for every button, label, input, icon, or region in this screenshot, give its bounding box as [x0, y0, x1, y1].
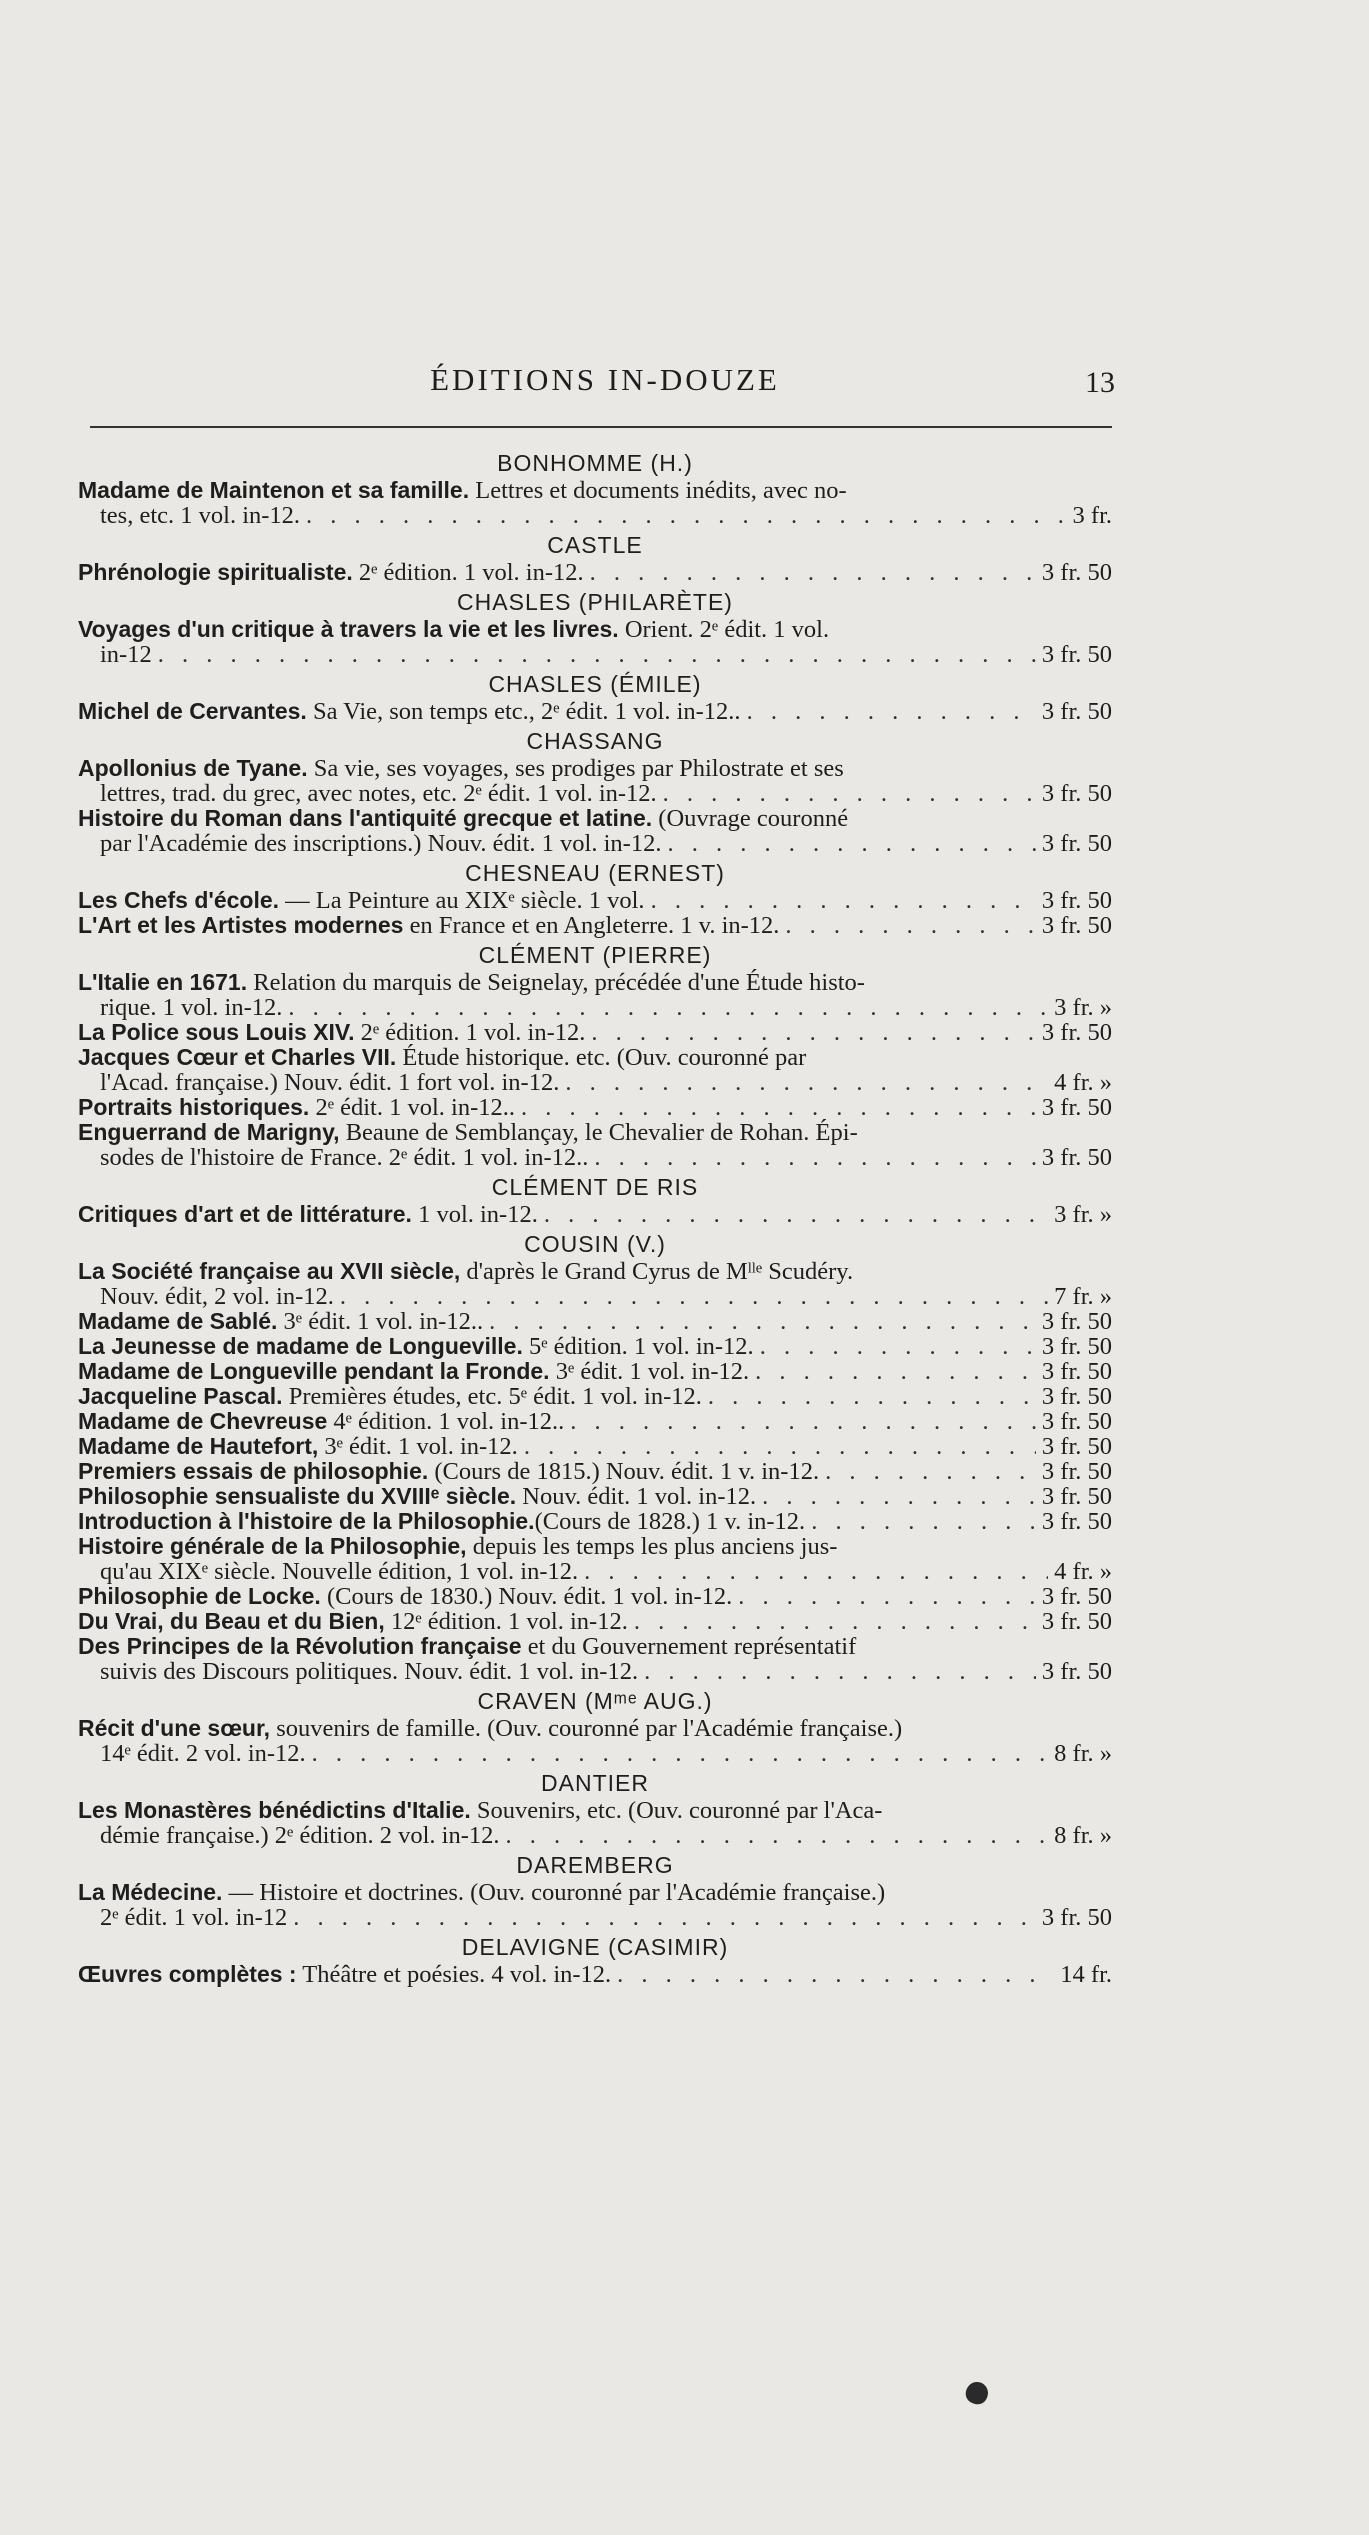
catalog-entry: [78, 970, 1112, 1020]
book-price: 8 fr. »: [1054, 1740, 1112, 1767]
book-title: Histoire du Roman dans l'antiquité grecque et latine.: [78, 805, 653, 831]
catalog-entry: [78, 1434, 1112, 1459]
catalog-entry: [78, 1584, 1112, 1609]
book-title: Introduction à l'histoire de la Philosophie.: [78, 1508, 535, 1534]
entry-text: [78, 888, 645, 913]
catalog-entry: [78, 1259, 1112, 1309]
book-description: lettres, trad. du grec, avec notes, etc. 2ᵉ édit. 1 vol. in-12.: [100, 780, 657, 807]
entry-text: [100, 1284, 334, 1309]
author-heading: BONHOMME (H.): [497, 450, 693, 476]
entry-line: [78, 1334, 1112, 1359]
catalog-entry: [78, 1459, 1112, 1484]
entry-line: [78, 1409, 1112, 1434]
entry-text: [100, 995, 282, 1020]
author-heading: CHASLES (ÉMILE): [488, 671, 702, 697]
entry-line: [78, 617, 1112, 642]
catalog-entry: [78, 699, 1112, 724]
entry-text: [100, 831, 661, 856]
catalog-entry: [78, 1716, 1112, 1766]
book-description: 1 vol. in-12.: [411, 1201, 538, 1228]
entry-text: [100, 781, 657, 806]
book-price: 3 fr. 50: [1041, 830, 1112, 857]
catalog-entry: [78, 1609, 1112, 1634]
book-price: 3 fr. 50: [1041, 912, 1112, 939]
book-price: 3 fr. 50: [1041, 1358, 1112, 1385]
book-title: La Jeunesse de madame de Longueville.: [78, 1333, 523, 1359]
entry-text: [78, 1962, 611, 1987]
book-price: 4 fr. »: [1054, 1558, 1112, 1585]
book-description: Nouv. édit, 2 vol. in-12.: [100, 1283, 334, 1310]
catalog-entry: [78, 1334, 1112, 1359]
leader-dots: [521, 1095, 1036, 1120]
book-description: Beaune de Semblançay, le Chevalier de Rohan. Épi-: [339, 1119, 858, 1146]
entry-line: [78, 1584, 1112, 1609]
book-price: 3 fr.: [1072, 502, 1112, 529]
book-description: tes, etc. 1 vol. in-12.: [100, 502, 301, 529]
entry-line: [78, 1534, 1112, 1559]
book-description: Orient. 2ᵉ édit. 1 vol.: [618, 616, 830, 643]
book-price: 3 fr. »: [1054, 1201, 1112, 1228]
book-description: 14ᵉ édit. 2 vol. in-12.: [100, 1740, 306, 1767]
author-heading: CHASLES (PHILARÈTE): [457, 589, 733, 615]
book-title: Madame de Chevreuse: [78, 1408, 328, 1434]
entry-text: [78, 1384, 702, 1409]
entry-line: [78, 560, 1112, 585]
leader-dots: [738, 1584, 1036, 1609]
entry-text: [78, 1880, 885, 1905]
entry-text: [78, 806, 848, 831]
leader-dots: [651, 888, 1036, 913]
entry-line: [78, 1609, 1112, 1634]
book-description: en France et en Angleterre. 1 v. in-12.: [403, 912, 780, 939]
entry-line: [78, 888, 1112, 913]
book-price: 3 fr. 50: [1041, 1658, 1112, 1685]
book-description: sodes de l'histoire de France. 2ᵉ édit. 1 vol. in-12..: [100, 1144, 589, 1171]
entry-text: [78, 560, 584, 585]
entry-line: [78, 1020, 1112, 1045]
book-description: 2ᵉ édit. 1 vol. in-12: [100, 1904, 288, 1931]
leader-dots: [760, 1334, 1036, 1359]
book-title: Du Vrai, du Beau et du Bien,: [78, 1608, 385, 1634]
leader-dots: [634, 1609, 1036, 1634]
book-description: qu'au XIXᵉ siècle. Nouvelle édition, 1 vol. in-12.: [100, 1558, 579, 1585]
catalog-content: [78, 446, 1112, 1987]
book-price: 3 fr. 50: [1041, 1608, 1112, 1635]
author-heading: DELAVIGNE (CASIMIR): [461, 1934, 729, 1960]
leader-dots: [644, 1659, 1036, 1684]
book-price: 4 fr. »: [1054, 1069, 1112, 1096]
catalog-entry: [78, 1798, 1112, 1848]
book-title: Madame de Longueville pendant la Fronde.: [78, 1358, 550, 1384]
book-title: Œuvres complètes :: [78, 1961, 297, 1987]
book-description: 3ᵉ édit. 1 vol. in-12.: [549, 1358, 750, 1385]
book-title: La Police sous Louis XIV.: [78, 1019, 355, 1045]
entry-text: [78, 1259, 853, 1284]
book-description: 2ᵉ édition. 1 vol. in-12.: [352, 559, 584, 586]
entry-line: [78, 1070, 1112, 1095]
book-description: Sa vie, ses voyages, ses prodiges par Philostrate et ses: [307, 755, 844, 782]
catalog-entry: [78, 806, 1112, 856]
book-title: L'Art et les Artistes modernes: [78, 912, 404, 938]
book-title: La Société française au XVII siècle,: [78, 1258, 461, 1284]
book-description: 5ᵉ édition. 1 vol. in-12.: [522, 1333, 754, 1360]
leader-dots: [565, 1070, 1048, 1095]
book-price: 3 fr. 50: [1041, 780, 1112, 807]
book-price: 3 fr. 50: [1041, 1383, 1112, 1410]
entry-text: [78, 1202, 538, 1227]
book-price: 3 fr. 50: [1041, 1904, 1112, 1931]
book-price: 3 fr. 50: [1041, 1094, 1112, 1121]
book-title: Premiers essais de philosophie.: [78, 1458, 429, 1484]
book-price: 3 fr. 50: [1041, 1508, 1112, 1535]
entry-text: [78, 1409, 564, 1434]
book-description: (Cours de 1830.) Nouv. édit. 1 vol. in-12.: [320, 1583, 733, 1610]
entry-text: [100, 642, 152, 667]
entry-line: [78, 781, 1112, 806]
entry-line: [78, 1905, 1112, 1930]
catalog-entry: [78, 1509, 1112, 1534]
entry-line: [78, 1145, 1112, 1170]
author-heading: COUSIN (V.): [524, 1231, 666, 1257]
author-heading: DANTIER: [541, 1770, 649, 1796]
entry-text: [78, 970, 865, 995]
catalog-entry: [78, 913, 1112, 938]
entry-line: [78, 831, 1112, 856]
leader-dots: [811, 1509, 1036, 1534]
book-description: 4ᵉ édition. 1 vol. in-12..: [327, 1408, 565, 1435]
entry-line: [78, 1202, 1112, 1227]
entry-text: [100, 1145, 588, 1170]
author-heading: CLÉMENT (PIERRE): [478, 942, 712, 968]
catalog-entry: [78, 1045, 1112, 1095]
book-description: suivis des Discours politiques. Nouv. édit. 1 vol. in-12.: [100, 1658, 639, 1685]
book-description: démie française.) 2ᵉ édition. 2 vol. in-12.: [100, 1822, 500, 1849]
book-description: — La Peinture au XIXᵉ siècle. 1 vol.: [279, 887, 645, 914]
book-title: Jacques Cœur et Charles VII.: [78, 1044, 397, 1070]
author-heading: DAREMBERG: [516, 1852, 674, 1878]
author-heading: CHESNEAU (ERNEST): [465, 860, 725, 886]
book-description: Sa Vie, son temps etc., 2ᵉ édit. 1 vol. in-12..: [306, 698, 741, 725]
entry-text: [78, 617, 829, 642]
entry-text: [78, 1359, 749, 1384]
book-price: 3 fr. 50: [1041, 641, 1112, 668]
book-description: Relation du marquis de Seignelay, précédée d'une Étude histo-: [247, 969, 865, 996]
leader-dots: [825, 1459, 1036, 1484]
entry-line: [78, 1434, 1112, 1459]
book-title: Les Chefs d'école.: [78, 887, 280, 913]
entry-text: [78, 1095, 515, 1120]
book-title: Histoire générale de la Philosophie,: [78, 1533, 467, 1559]
leader-dots: [590, 560, 1036, 585]
catalog-entry: [78, 560, 1112, 585]
entry-text: [78, 913, 779, 938]
book-price: 3 fr. 50: [1041, 559, 1112, 586]
entry-line: [78, 1384, 1112, 1409]
book-title: Récit d'une sœur,: [78, 1715, 271, 1741]
entry-text: [78, 1584, 732, 1609]
book-description: 2ᵉ édition. 1 vol. in-12.: [354, 1019, 586, 1046]
book-title: Phrénologie spiritualiste.: [78, 559, 353, 585]
entry-line: [78, 1509, 1112, 1534]
entry-line: [78, 1095, 1112, 1120]
book-description: 12ᵉ édition. 1 vol. in-12.: [384, 1608, 628, 1635]
leader-dots: [663, 781, 1036, 806]
catalog-entry: [78, 1309, 1112, 1334]
book-description: Premières études, etc. 5ᵉ édit. 1 vol. in-12.: [282, 1383, 702, 1410]
book-price: 3 fr. 50: [1041, 698, 1112, 725]
entry-text: [78, 1484, 756, 1509]
book-description: Nouv. édit. 1 vol. in-12.: [516, 1483, 757, 1510]
author-heading: CLÉMENT DE RIS: [491, 1174, 699, 1200]
catalog-entry: [78, 1484, 1112, 1509]
leader-dots: [506, 1823, 1049, 1848]
entry-line: [78, 1798, 1112, 1823]
entry-text: [100, 1741, 306, 1766]
book-price: 3 fr. 50: [1041, 887, 1112, 914]
book-description: 2ᵉ édit. 1 vol. in-12..: [309, 1094, 515, 1121]
book-price: 3 fr. 50: [1041, 1483, 1112, 1510]
book-title: La Médecine.: [78, 1879, 223, 1905]
leader-dots: [293, 1905, 1036, 1930]
book-title: L'Italie en 1671.: [78, 969, 248, 995]
book-title: Portraits historiques.: [78, 1094, 310, 1120]
entry-text: [78, 756, 844, 781]
entry-line: [78, 1659, 1112, 1684]
leader-dots: [747, 699, 1036, 724]
leader-dots: [570, 1409, 1036, 1434]
entry-line: [78, 478, 1112, 503]
entry-text: [78, 1309, 483, 1334]
entry-line: [78, 1823, 1112, 1848]
leader-dots: [340, 1284, 1048, 1309]
entry-line: [78, 913, 1112, 938]
entry-line: [78, 1309, 1112, 1334]
leader-dots: [158, 642, 1036, 667]
entry-text: [78, 1334, 754, 1359]
entry-text: [78, 1434, 518, 1459]
catalog-entry: [78, 1634, 1112, 1684]
entry-text: [78, 1534, 837, 1559]
leader-dots: [524, 1434, 1036, 1459]
catalog-entry: [78, 617, 1112, 667]
entry-line: [78, 1880, 1112, 1905]
book-description: par l'Académie des inscriptions.) Nouv. édit. 1 vol. in-12.: [100, 830, 662, 857]
book-description: rique. 1 vol. in-12.: [100, 994, 283, 1021]
author-heading: CRAVEN (Mᵐᵉ AUG.): [477, 1688, 713, 1714]
book-price: 7 fr. »: [1054, 1283, 1112, 1310]
book-price: 3 fr. 50: [1041, 1333, 1112, 1360]
book-description: in-12: [100, 641, 152, 668]
book-description: — Histoire et doctrines. (Ouv. couronné par l'Académie française.): [222, 1879, 886, 1906]
leader-dots: [667, 831, 1035, 856]
book-title: Madame de Sablé.: [78, 1308, 278, 1334]
book-description: souvenirs de famille. (Ouv. couronné par l'Académie française.): [270, 1715, 903, 1742]
book-description: et du Gouvernement représentatif: [521, 1633, 857, 1660]
book-description: Étude historique. etc. (Ouv. couronné par: [396, 1044, 807, 1071]
entry-line: [78, 1120, 1112, 1145]
entry-text: [100, 1823, 500, 1848]
entry-line: [78, 1962, 1112, 1987]
book-title: Enguerrand de Marigny,: [78, 1119, 340, 1145]
book-description: l'Acad. française.) Nouv. édit. 1 fort vol. in-12.: [100, 1069, 560, 1096]
catalog-entry: [78, 756, 1112, 806]
entry-line: [78, 995, 1112, 1020]
entry-line: [78, 970, 1112, 995]
entry-line: [78, 1634, 1112, 1659]
leader-dots: [312, 1741, 1048, 1766]
book-price: 3 fr. 50: [1041, 1308, 1112, 1335]
book-price: 3 fr. »: [1054, 994, 1112, 1021]
catalog-entry: [78, 1880, 1112, 1930]
book-description: Souvenirs, etc. (Ouv. couronné par l'Aca-: [470, 1797, 883, 1824]
entry-line: [78, 1359, 1112, 1384]
book-price: 3 fr. 50: [1041, 1583, 1112, 1610]
entry-line: [78, 1716, 1112, 1741]
book-description: 3ᵉ édit. 1 vol. in-12.: [318, 1433, 518, 1460]
page-header: [95, 362, 1115, 412]
book-price: 3 fr. 50: [1041, 1433, 1112, 1460]
entry-text: [100, 1070, 559, 1095]
book-title: Les Monastères bénédictins d'Italie.: [78, 1797, 471, 1823]
book-price: 3 fr. 50: [1041, 1408, 1112, 1435]
book-description: 3ᵉ édit. 1 vol. in-12..: [277, 1308, 484, 1335]
entry-text: [100, 1905, 287, 1930]
book-description: (Cours de 1828.) 1 v. in-12.: [534, 1508, 806, 1535]
catalog-entry: [78, 1962, 1112, 1987]
catalog-entry: [78, 1534, 1112, 1584]
book-title: Madame de Hautefort,: [78, 1433, 319, 1459]
catalog-entry: [78, 1359, 1112, 1384]
catalog-entry: [78, 1120, 1112, 1170]
page-number: 13: [1085, 366, 1115, 399]
header-rule: [90, 426, 1112, 428]
catalog-entry: [78, 1409, 1112, 1434]
entry-text: [78, 1609, 628, 1634]
leader-dots: [785, 913, 1035, 938]
author-heading: CHASSANG: [526, 728, 664, 754]
catalog-entry: [78, 1384, 1112, 1409]
entry-line: [78, 1045, 1112, 1070]
book-title: Des Principes de la Révolution française: [78, 1633, 522, 1659]
entry-text: [100, 1659, 638, 1684]
entry-text: [78, 699, 741, 724]
entry-line: [78, 503, 1112, 528]
book-title: Philosophie sensualiste du XVIIIᵉ siècle.: [78, 1483, 517, 1509]
leader-dots: [489, 1309, 1036, 1334]
entry-text: [78, 1716, 902, 1741]
entry-line: [78, 1559, 1112, 1584]
leader-dots: [755, 1359, 1036, 1384]
book-price: 3 fr. 50: [1041, 1144, 1112, 1171]
entry-text: [78, 1120, 858, 1145]
entry-line: [78, 699, 1112, 724]
book-description: (Cours de 1815.) Nouv. édit. 1 v. in-12.: [428, 1458, 820, 1485]
book-description: depuis les temps les plus anciens jus-: [466, 1533, 838, 1560]
book-description: Lettres et documents inédits, avec no-: [469, 477, 847, 504]
book-price: 8 fr. »: [1054, 1822, 1112, 1849]
leader-dots: [708, 1384, 1036, 1409]
leader-dots: [594, 1145, 1036, 1170]
book-title: Michel de Cervantes.: [78, 698, 307, 724]
entry-line: [78, 1741, 1112, 1766]
book-description: Théâtre et poésies. 4 vol. in-12.: [296, 1961, 612, 1988]
catalog-entry: [78, 888, 1112, 913]
catalog-entry: [78, 1095, 1112, 1120]
book-title: Voyages d'un critique à travers la vie et les livres.: [78, 616, 619, 642]
catalog-entry: [78, 1020, 1112, 1045]
entry-text: [100, 1559, 578, 1584]
book-price: 3 fr. 50: [1041, 1019, 1112, 1046]
leader-dots: [288, 995, 1048, 1020]
book-title: Jacqueline Pascal.: [78, 1383, 283, 1409]
ornament-mark: [963, 2379, 991, 2407]
entry-text: [78, 1020, 585, 1045]
entry-text: [100, 503, 300, 528]
entry-line: [78, 642, 1112, 667]
book-price: 3 fr. 50: [1041, 1458, 1112, 1485]
leader-dots: [617, 1962, 1054, 1987]
entry-line: [78, 1484, 1112, 1509]
leader-dots: [762, 1484, 1036, 1509]
book-title: Philosophie de Locke.: [78, 1583, 321, 1609]
running-title: ÉDITIONS IN-DOUZE: [430, 362, 780, 397]
leader-dots: [584, 1559, 1048, 1584]
book-price: 14 fr.: [1060, 1961, 1112, 1988]
entry-line: [78, 756, 1112, 781]
catalog-entry: [78, 1202, 1112, 1227]
entry-text: [78, 1509, 805, 1534]
entry-text: [78, 1459, 819, 1484]
book-title: Critiques d'art et de littérature.: [78, 1201, 412, 1227]
entry-text: [78, 1045, 806, 1070]
leader-dots: [544, 1202, 1048, 1227]
catalog-entry: [78, 478, 1112, 528]
book-title: Apollonius de Tyane.: [78, 755, 308, 781]
entry-text: [78, 1798, 882, 1823]
leader-dots: [591, 1020, 1036, 1045]
book-description: d'après le Grand Cyrus de Mˡˡᵉ Scudéry.: [460, 1258, 854, 1285]
entry-line: [78, 1459, 1112, 1484]
author-heading: CASTLE: [547, 532, 643, 558]
entry-text: [78, 1634, 856, 1659]
entry-line: [78, 806, 1112, 831]
book-description: (Ouvrage couronné: [652, 805, 849, 832]
entry-line: [78, 1259, 1112, 1284]
leader-dots: [306, 503, 1066, 528]
entry-text: [78, 478, 847, 503]
book-title: Madame de Maintenon et sa famille.: [78, 477, 470, 503]
entry-line: [78, 1284, 1112, 1309]
